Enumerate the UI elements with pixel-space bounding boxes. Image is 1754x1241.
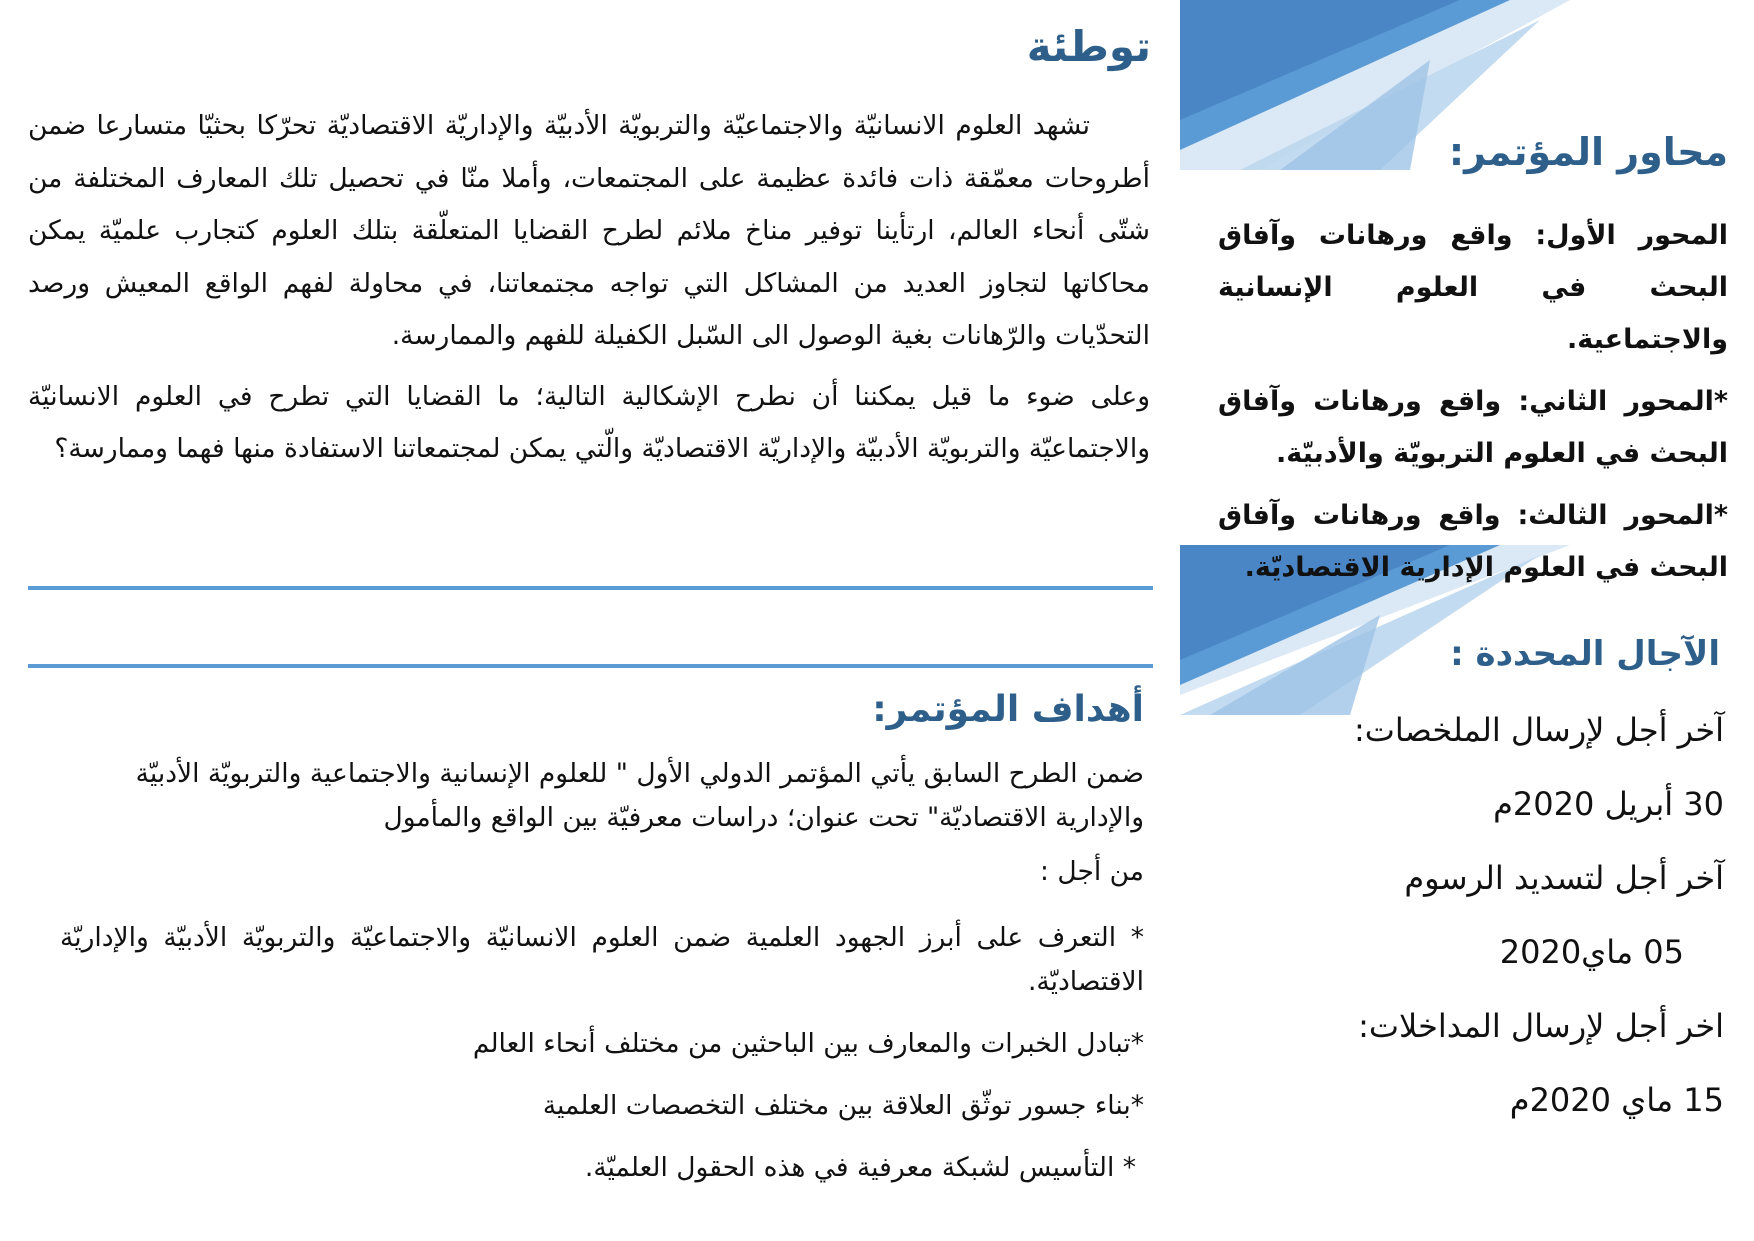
axes-title: محاور المؤتمر: xyxy=(1448,130,1728,174)
problem-statement: وعلى ضوء ما قيل يمكننا أن نطرح الإشكالية التالية؛ ما القضايا التي تطرح في العلوم الانسانيّة والاجتماعيّة والتربويّة الأدبيّة والإداريّة الاقتصاديّة والّتي يمكن لمجتمعاتنا الاستفادة منها فهما وممارسة؟ xyxy=(28,380,1150,464)
axis-item: المحور الأول: واقع ورهانات وآفاق البحث في العلوم الإنسانية والاجتماعية. xyxy=(1218,220,1728,355)
intro-paragraph: تشهد العلوم الانسانيّة والاجتماعيّة والتربويّة الأدبيّة والإداريّة الاقتصاديّة تحرّكا بحثيّا متسارعا ضمن أطروحات معمّقة ذات فائدة عظيمة على المجتمعات، وأملا منّا في تحصيل تلك المعارف المختلفة من شتّى أنحاء العالم، ارتأينا توفير مناخ ملائم لطرح القضايا المتعلّقة بتلك العلوم كتجارب علميّة يمكن محاكاتها لتجاوز العديد من المشاكل التي تواجه مجتمعاتنا، في محاولة لفهم الواقع المعيش ورصد التحدّيات والرّهانات بغية الوصول الى السّبل الكفيلة للفهم والممارسة. xyxy=(28,110,1150,351)
deadlines-title: الآجال المحددة : xyxy=(1450,634,1720,674)
axes-list xyxy=(1218,210,1728,604)
abstracts-deadline-label: آخر أجل لإرسال الملخصات: xyxy=(1353,711,1724,749)
papers-deadline-date: 15 ماي 2020م xyxy=(1509,1081,1724,1119)
goals-paragraph: ضمن الطرح السابق يأتي المؤتمر الدولي الأول " للعلوم الإنسانية والاجتماعية والتربويّة الأدبيّة والإدارية الاقتصاديّة" تحت عنوان؛ دراسات معرفيّة بين الواقع والمأمول xyxy=(135,758,1144,833)
goal-item: *تبادل الخبرات والمعارف بين الباحثين من مختلف أنحاء العالم xyxy=(472,1028,1144,1059)
divider xyxy=(28,586,1153,590)
divider xyxy=(28,664,1153,668)
goals-section xyxy=(60,752,1144,1208)
papers-deadline-label: اخر أجل لإرسال المداخلات: xyxy=(1358,1007,1724,1045)
goals-title: أهداف المؤتمر: xyxy=(872,689,1144,730)
fees-deadline-date: 05 ماي2020 xyxy=(1499,933,1684,971)
goal-item: * التأسيس لشبكة معرفية في هذه الحقول العلميّة. xyxy=(584,1152,1136,1183)
abstracts-deadline-date: 30 أبريل 2020م xyxy=(1493,785,1724,823)
axis-item: *المحور الثالث: واقع ورهانات وآفاق البحث في العلوم الإدارية الاقتصاديّة. xyxy=(1218,500,1728,583)
fees-deadline-label: آخر أجل لتسديد الرسوم xyxy=(1404,859,1724,897)
goal-item: * التعرف على أبرز الجهود العلمية ضمن العلوم الانسانيّة والاجتماعيّة والتربويّة الأدبيّة والإداريّة الاقتصاديّة. xyxy=(60,922,1144,997)
goals-lead: من أجل : xyxy=(1040,856,1144,887)
intro-title: توطئة xyxy=(1026,22,1151,71)
deadlines-list xyxy=(1244,708,1724,1152)
intro-section xyxy=(28,100,1150,476)
goal-item: *بناء جسور توثّق العلاقة بين مختلف التخصصات العلمية xyxy=(542,1090,1144,1121)
axis-item: *المحور الثاني: واقع ورهانات وآفاق البحث في العلوم التربويّة والأدبيّة. xyxy=(1218,386,1728,469)
